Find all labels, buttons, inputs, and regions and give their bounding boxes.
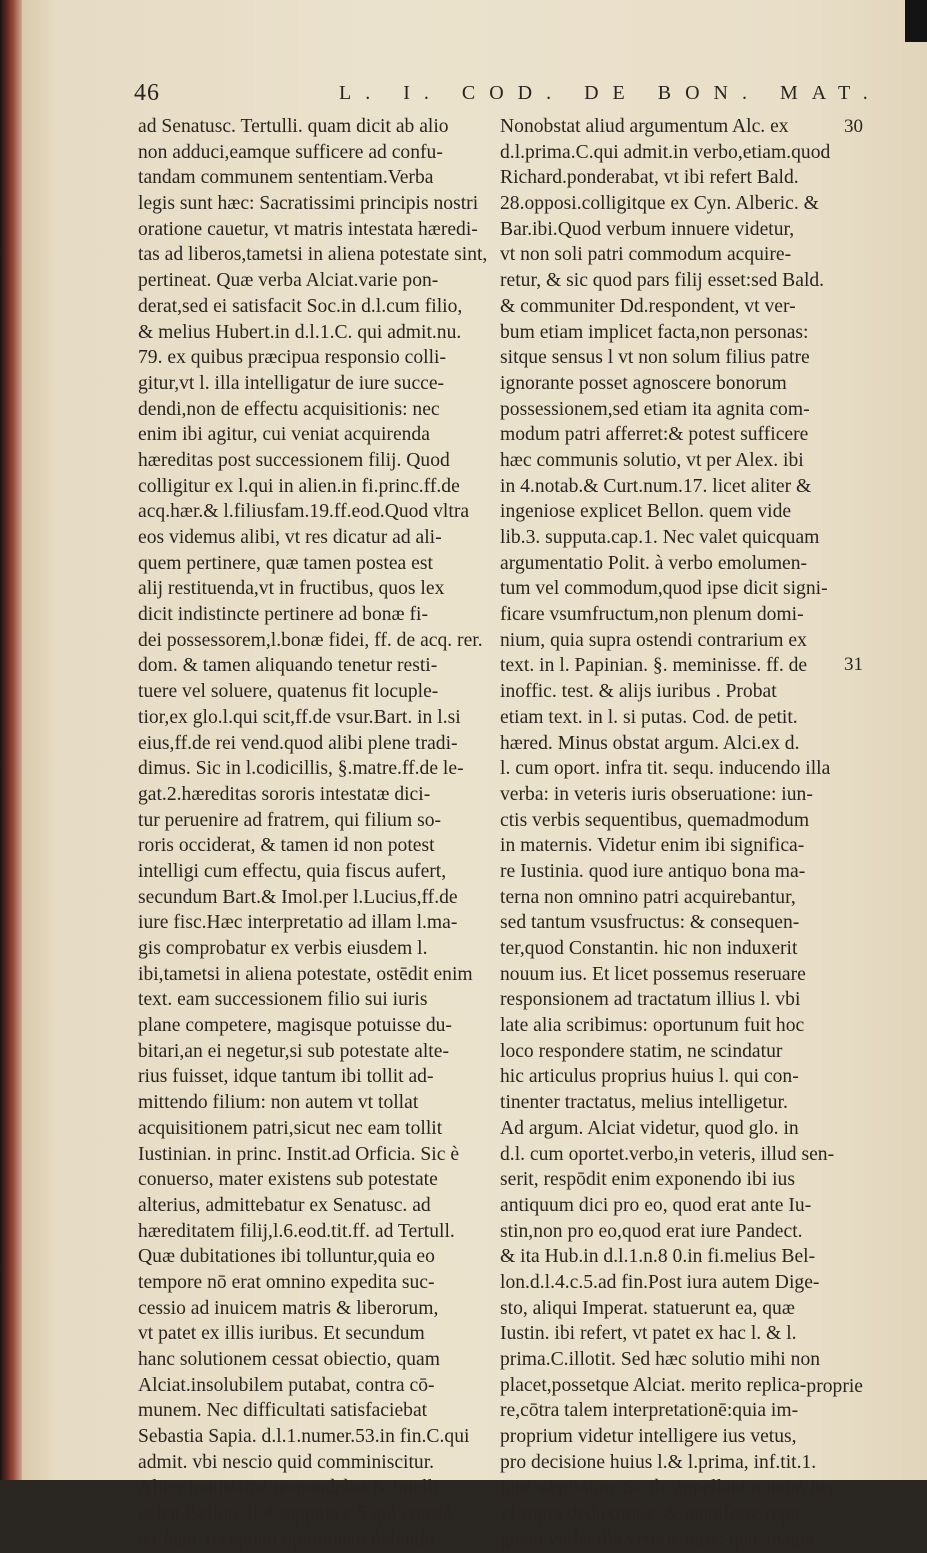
text-line: tur peruenire ad fratrem, qui filium so- bbox=[138, 809, 442, 831]
running-head-title: L. I. COD. DE BON. MAT. bbox=[339, 82, 882, 104]
text-line: gitur,vt l. illa intelligatur de iure succe- bbox=[138, 372, 445, 394]
text-line: admit. vbi nescio quid comminiscitur. bbox=[138, 1451, 435, 1473]
text-line: gebat Bellon. li.4.supputa.c.5.qui constā- bbox=[138, 1503, 459, 1525]
text-line: Sebastia Sapia. d.l.1.numer.53.in fin.C.qui bbox=[138, 1426, 470, 1448]
text-line: re,cōtra talem interpretationē:quia im- bbox=[500, 1400, 799, 1422]
text-line: stin,non pro eo,quod erat iure Pandect. bbox=[500, 1220, 803, 1242]
text-line: tior,ex glo.l.qui scit,ff.de vsur.Bart. in l.si bbox=[138, 706, 461, 728]
text-line: d.l.prima.C.qui admit.in verbo,etiam.quod bbox=[500, 141, 831, 163]
text-line: tuere vel soluere, quatenus fit locuple- bbox=[138, 681, 439, 703]
text-line: roris occiderat, & tamen id non potest bbox=[138, 835, 435, 857]
running-head bbox=[134, 80, 894, 110]
text-line: alterius, admittebatur ex Senatusc. ad bbox=[138, 1194, 431, 1216]
text-line: nium, quia supra ostendi contrarium ex bbox=[500, 629, 807, 651]
text-line: re Iustinia. quod iure antiquo bona ma- bbox=[500, 860, 806, 882]
text-line: rius fuisset, idque tantum ibi tollit ad- bbox=[138, 1066, 434, 1088]
text-line: 28.opposi.colligitque ex Cyn. Alberic. & bbox=[500, 193, 819, 215]
text-line: Alciat.insolubilem putabat, contra cō- bbox=[138, 1374, 435, 1396]
text-line: proprium videtur intelligere ius vetus, bbox=[500, 1426, 797, 1448]
text-line: tempore nō erat omnino expedita suc- bbox=[138, 1271, 435, 1293]
text-line: gis comprobatur ex verbis eiusdem l. bbox=[138, 938, 428, 959]
text-line: sto, aliqui Imperat. statuerunt ea, quæ bbox=[500, 1297, 795, 1319]
text-line: dicit indistincte pertinere ad bonæ fi- bbox=[138, 604, 429, 626]
text-line: in maternis. Videtur enim ibi significa- bbox=[500, 835, 805, 857]
text-line: terna non omnino patri acquirebantur, bbox=[500, 886, 796, 908]
text-line: prima.C.illotit. Sed hæc solutio mihi non bbox=[500, 1349, 821, 1370]
text-line: quæ sæpissime Scrib. appellant nouum ius. bbox=[500, 1477, 838, 1499]
text-line: gnant verba illa,veteris iuris: quæ magis bbox=[500, 1528, 814, 1550]
text-line: Aliter nouissime respondebat & intelli- bbox=[138, 1477, 445, 1499]
text-line: alij restituenda,vt in fructibus, quos lex bbox=[138, 578, 445, 600]
text-line: cessio ad inuicem matris & liberorum, bbox=[138, 1297, 439, 1319]
text-line: d.l. cum oportet.verbo,in veteris, illud sen- bbox=[500, 1143, 835, 1165]
text-line: vt non soli patri commodum acquire- bbox=[500, 244, 792, 266]
text-line: dom. & tamen aliquando tenetur resti- bbox=[138, 655, 438, 677]
margin-number: 30 bbox=[844, 116, 863, 137]
margin-number: 31 bbox=[844, 654, 863, 675]
text-line: acquisitionem patri,sicut nec eam tollit bbox=[138, 1117, 443, 1139]
text-line: pro decisione huius l.& l.prima, inf.tit.1. bbox=[500, 1451, 817, 1473]
text-line: hæreditas post successionem filij. Quod bbox=[138, 449, 450, 471]
text-line: bum etiam implicet facta,non personas: bbox=[500, 321, 809, 343]
text-line: ficare vsumfructum,non plenum domi- bbox=[500, 604, 804, 626]
text-line: munem. Nec difficultati satisfaciebat bbox=[138, 1400, 428, 1422]
text-line: verba: in veteris iuris obseruatione: iun- bbox=[500, 783, 813, 805]
text-line: Nonobstat aliud argumentum Alc. ex bbox=[500, 116, 789, 137]
text-line: eos videmus alibi, vt res dicatur ad ali- bbox=[138, 527, 442, 548]
text-line: argumentatio Polit. à verbo emolumen- bbox=[500, 552, 808, 574]
text-line: ad Senatusc. Tertulli. quam dicit ab alio bbox=[138, 116, 449, 137]
text-line: tas ad liberos,tametsi in aliena potestate sint, bbox=[138, 244, 488, 266]
text-line: iure fisc.Hæc interpretatio ad illam l.ma- bbox=[138, 912, 458, 934]
text-line: ter hanc receptam opinionem defendit. bbox=[138, 1528, 440, 1550]
right-text-column bbox=[500, 114, 862, 1553]
text-line: quem pertinere, quæ tamen postea est bbox=[138, 552, 433, 574]
text-line: Iustin. ibi refert, vt patet ex hac l. & l. bbox=[500, 1323, 797, 1345]
text-line: oratione cauetur, vt matris intestata hæredi- bbox=[138, 218, 478, 240]
text-line: antiquum dici pro eo, quod erat ante Iu- bbox=[500, 1194, 812, 1216]
text-line: Quæ dubitationes ibi tolluntur,quia eo bbox=[138, 1246, 435, 1268]
text-line: plane competere, magisque potuisse du- bbox=[138, 1015, 452, 1037]
left-text-column bbox=[138, 114, 500, 1553]
text-line: & melius Hubert.in d.l.1.C. qui admit.nu. bbox=[138, 321, 462, 343]
text-line: ibi,tametsi in aliena potestate, ostēdit enim bbox=[138, 963, 473, 985]
text-line: bitari,an ei negetur,si sub potestate alte- bbox=[138, 1040, 449, 1062]
text-line: vt patet ex illis iuribus. Et secundum bbox=[138, 1323, 425, 1345]
text-line: lib.3. supputa.cap.1. Nec valet quicquam bbox=[500, 527, 820, 548]
text-line: responsionem ad tractatum illius l. vbi bbox=[500, 989, 801, 1011]
text-line: secundum Bart.& Imol.per l.Lucius,ff.de bbox=[138, 886, 458, 908]
text-line: colligitur ex l.qui in alien.in fi.princ.ff.de bbox=[138, 475, 460, 497]
text-line: Ad argum. Alciat videtur, quod glo. in bbox=[500, 1117, 799, 1139]
text-line: ingeniose explicet Bellon. quem vide bbox=[500, 501, 792, 523]
text-line: serit, respōdit enim exponendo ibi ius bbox=[500, 1169, 795, 1191]
text-line: lon.d.l.4.c.5.ad fin.Post iura autem Dige- bbox=[500, 1271, 820, 1293]
page-number: 46 bbox=[134, 80, 160, 106]
text-line: nouum ius. Et licet possemus reseruare bbox=[500, 963, 806, 985]
text-line: ter,quod Constantin. hic non induxerit bbox=[500, 938, 798, 959]
text-line: acq.hær.& l.filiusfam.19.ff.eod.Quod vltra bbox=[138, 501, 470, 523]
text-line: vt supra deduximus: & manifeste repu- bbox=[500, 1503, 807, 1525]
text-line: eius,ff.de rei vend.quod alibi plene tradi- bbox=[138, 732, 458, 754]
text-line: gat.2.hæreditas sororis intestatæ dici- bbox=[138, 783, 431, 805]
text-line: hæreditatem filij,l.6.eod.tit.ff. ad Tertull. bbox=[138, 1220, 455, 1242]
text-line: etiam text. in l. si putas. Cod. de petit. bbox=[500, 706, 798, 728]
text-line: sed tantum vsusfructus: & consequen- bbox=[500, 912, 800, 934]
text-line: hæc communis solutio, vt per Alex. ibi bbox=[500, 449, 804, 471]
text-line: conuerso, mater existens sub potestate bbox=[138, 1169, 438, 1191]
text-line: tum vel commodum,quod ipse dicit signi- bbox=[500, 578, 828, 600]
text-line: sitque sensus l vt non solum filius patre bbox=[500, 347, 810, 369]
text-line: derat,sed ei satisfacit Soc.in d.l.cum filio, bbox=[138, 295, 463, 317]
book-page bbox=[22, 0, 927, 1550]
text-line: inoffic. test. & alijs iuribus . Probat bbox=[500, 681, 777, 703]
text-line: dei possessorem,l.bonæ fidei, ff. de acq. rer. bbox=[138, 629, 483, 651]
text-line: text. in l. Papinian. §. meminisse. ff. de bbox=[500, 655, 808, 677]
text-line: mittendo filium: non autem vt tollat bbox=[138, 1092, 419, 1114]
page-corner bbox=[905, 0, 927, 42]
text-line: pertineat. Quæ verba Alciat.varie pon- bbox=[138, 270, 439, 292]
text-line: tandam communem sententiam.Verba bbox=[138, 167, 434, 189]
text-line: possessionem,sed etiam ita agnita com- bbox=[500, 398, 810, 420]
text-line: hæred. Minus obstat argum. Alci.ex d. bbox=[500, 732, 800, 754]
text-line: in 4.notab.& Curt.num.17. licet aliter & bbox=[500, 475, 812, 497]
text-line: placet,possetque Alciat. merito replica- bbox=[500, 1374, 807, 1396]
text-line: hic articulus proprius huius l. qui con- bbox=[500, 1066, 799, 1088]
text-line: loco respondere statim, ne scindatur bbox=[500, 1040, 783, 1062]
catchword: proprie bbox=[806, 1376, 863, 1397]
text-line: Bar.ibi.Quod verbum innuere videtur, bbox=[500, 218, 795, 240]
text-line: retur, & sic quod pars filij esset:sed Bald. bbox=[500, 270, 825, 292]
text-line: tinenter tractatus, melius intelligetur. bbox=[500, 1092, 788, 1114]
text-line: l. cum oport. infra tit. sequ. inducendo illa bbox=[500, 758, 831, 780]
text-line: Richard.ponderabat, vt ibi refert Bald. bbox=[500, 167, 799, 189]
book-edge bbox=[0, 0, 22, 1480]
text-line: & communiter Dd.respondent, vt ver- bbox=[500, 295, 796, 317]
text-line: text. eam successionem filio sui iuris bbox=[138, 989, 428, 1011]
text-line: & ita Hub.in d.l.1.n.8 0.in fi.melius Bel- bbox=[500, 1246, 816, 1268]
text-line: enim ibi agitur, cui veniat acquirenda bbox=[138, 424, 430, 446]
text-line: Iustinian. in princ. Instit.ad Orficia. Sic è bbox=[138, 1143, 460, 1165]
text-line: late alia scribimus: oportunum fuit hoc bbox=[500, 1015, 805, 1037]
text-line: hanc solutionem cessat obiectio, quam bbox=[138, 1349, 440, 1370]
text-line: dendi,non de effectu acquisitionis: nec bbox=[138, 398, 440, 420]
text-line: dimus. Sic in l.codicillis, §.matre.ff.de le- bbox=[138, 758, 464, 780]
text-line: legis sunt hæc: Sacratissimi principis nostri bbox=[138, 193, 479, 215]
text-line: ignorante posset agnoscere bonorum bbox=[500, 372, 787, 394]
text-line: ctis verbis sequentibus, quemadmodum bbox=[500, 809, 810, 831]
text-line: 79. ex quibus præcipua responsio colli- bbox=[138, 347, 447, 369]
text-line: intelligi cum effectu, quia fiscus aufert, bbox=[138, 860, 447, 882]
text-line: non adduci,eamque sufficere ad confu- bbox=[138, 141, 443, 163]
text-line: modum patri afferret:& potest sufficere bbox=[500, 424, 809, 446]
